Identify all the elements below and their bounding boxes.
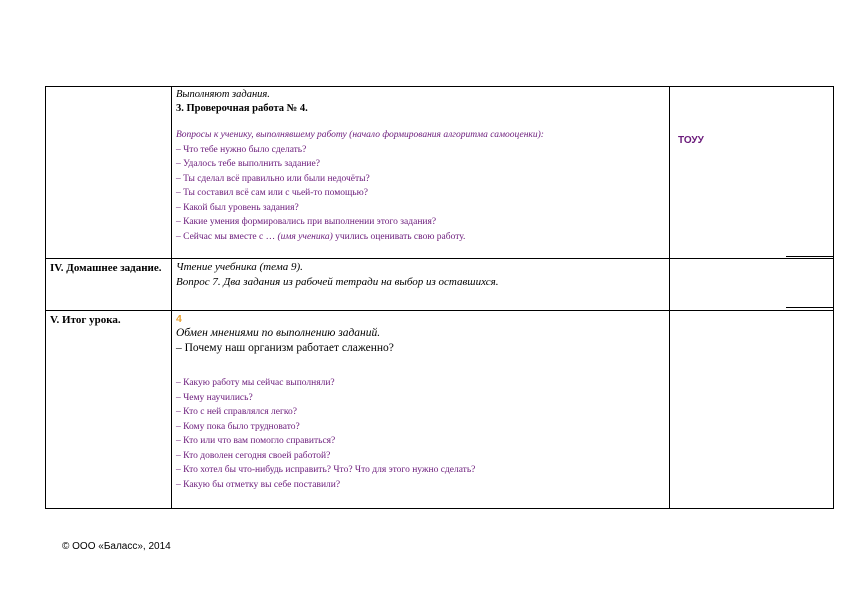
note-cell [670,87,834,259]
table-row [46,311,834,509]
border-mark [786,307,834,308]
list-item: – Что тебе нужно было сделать? [176,144,307,155]
list-item: – Ты составил всё сам или с чьей-то помощью? [176,188,368,198]
stage-title: IV. Домашнее задание. [50,262,162,274]
intro-text: Выполняют задания. [176,89,270,100]
list-item: – Удалось тебе выполнить задание? [176,159,320,169]
question-list [176,143,665,245]
note-label: ТОУУ [678,135,704,146]
list-item: – Какую работу мы сейчас выполняли? [176,378,335,388]
summary-question: – Почему наш организм работает слаженно? [176,342,394,354]
content-cell [172,311,670,509]
summary-line: Обмен мнениями по выполнению заданий. [176,327,381,339]
lesson-table [45,86,834,509]
question-text: – Сейчас мы вместе с … [176,231,278,242]
stage-cell [46,259,172,311]
list-item: – Кто с ней справлялся легко? [176,407,297,417]
border-mark [786,256,834,257]
stage-title: V. Итог урока. [50,314,121,326]
student-name-placeholder: (имя ученика) [277,231,333,242]
list-item: – Какой был уровень задания? [176,202,299,213]
note-cell [670,259,834,311]
list-item: – Какую бы отметку вы себе поставили? [176,479,341,490]
list-item: – Кто или что вам помогло справиться? [176,436,336,446]
list-item [176,230,665,245]
question-list [176,376,665,492]
copyright-footer: © ООО «Баласс», 2014 [62,541,171,552]
table-row [46,87,834,259]
table-row [46,259,834,311]
questions-intro: Вопросы к ученику, выполнявшему работу (начало формирования алгоритма самооценки): [176,130,544,140]
list-item: – Чему научились? [176,392,253,403]
content-cell [172,259,670,311]
test-heading: 3. Проверочная работа № 4. [176,103,308,114]
homework-line: Вопрос 7. Два задания из рабочей тетради на выбор из оставшихся. [176,276,499,288]
list-item: – Кто доволен сегодня своей работой? [176,450,331,461]
list-item: – Ты сделал всё правильно или были недочёты? [176,173,370,184]
homework-line: Чтение учебника (тема 9). [176,261,303,273]
list-item: – Какие умения формировались при выполнении этого задания? [176,217,437,227]
step-number: 4 [176,313,182,325]
list-item: – Кто хотел бы что-нибудь исправить? Что? Что для этого нужно сделать? [176,465,476,475]
list-item: – Кому пока было трудновато? [176,421,300,432]
stage-cell [46,311,172,509]
question-text: учились оценивать свою работу. [332,231,466,242]
stage-cell [46,87,172,259]
note-cell [670,311,834,509]
content-cell [172,87,670,259]
